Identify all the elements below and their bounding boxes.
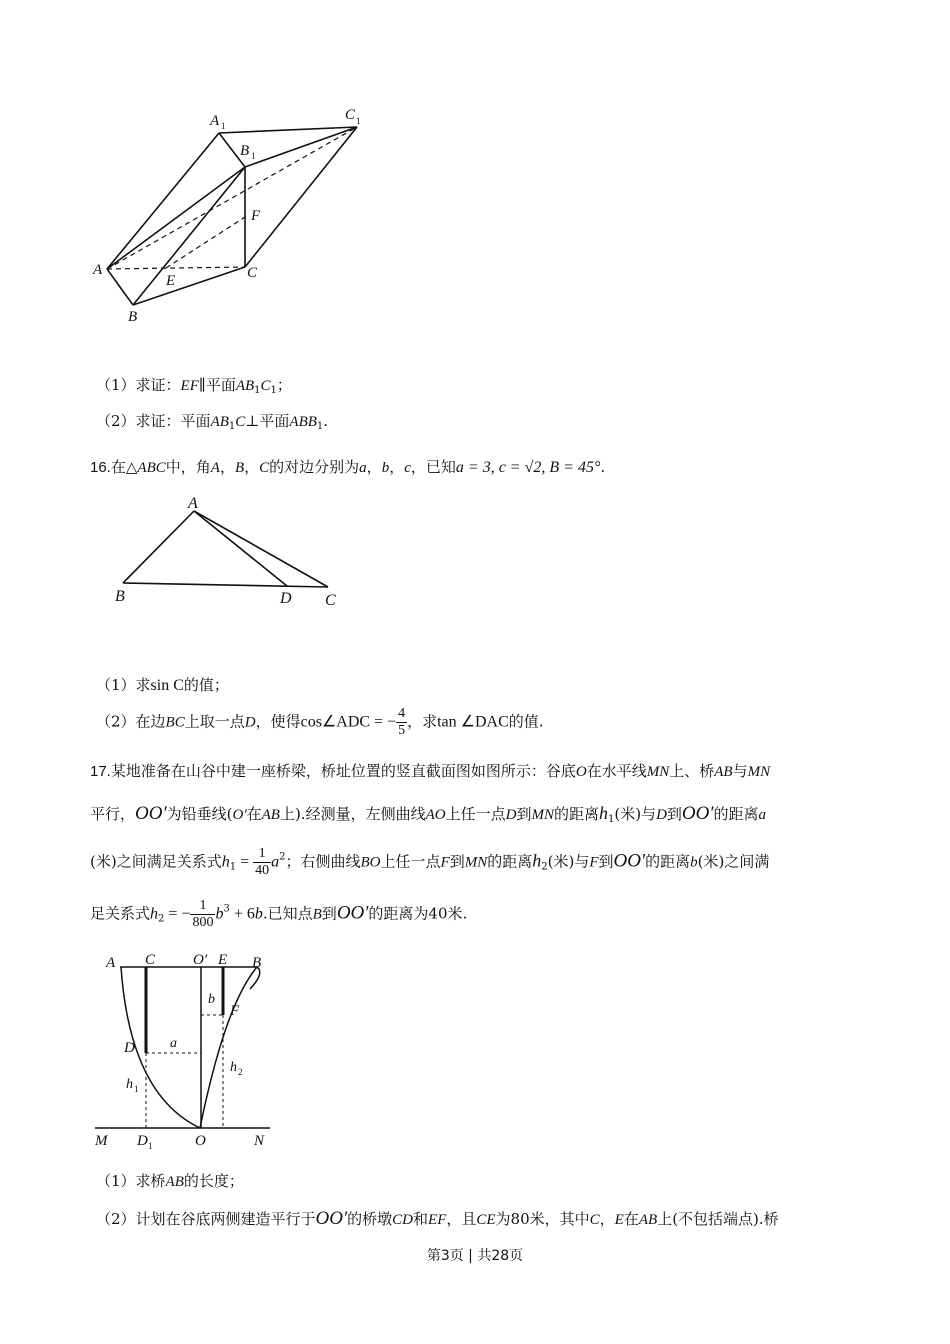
q17-part1: （1）求桥AB的长度；	[96, 1172, 244, 1190]
q17-line1: 17.某地准备在山谷中建一座桥梁，桥址位置的竖直截面图如图所示：谷底O在水平线MN上、桥AB与MN	[90, 762, 771, 780]
frac-1-800: $\frac{1}{800}$	[192, 898, 214, 930]
q16-part2: （2）在边BC上取一点D，使得cos∠ADC = − $\frac{4}{5}$ ，求tan ∠DAC的值.	[96, 706, 544, 738]
bridge-label-O: O	[195, 1133, 206, 1149]
frac-4-5: $\frac{4}{5}$	[398, 706, 406, 738]
tri-label-C: C	[325, 592, 336, 609]
bridge-label-A: A	[106, 955, 116, 971]
bridge-label-D1-sub: 1	[148, 1141, 153, 1150]
bridge-label-B: B	[252, 955, 262, 971]
label-A1-sub: 1	[221, 121, 226, 131]
tri-label-B: B	[115, 588, 125, 605]
bridge-label-h2: h	[230, 1060, 237, 1075]
q15-part2: （2）求证：平面$AB_1C\perp$平面$ABB_1$.	[96, 412, 329, 432]
label-F: F	[251, 208, 261, 224]
bridge-label-M: M	[95, 1133, 108, 1149]
bridge-label-b: b	[208, 992, 215, 1007]
label-A: A	[93, 262, 103, 278]
q17-line3: (米)之间满足关系式$h_1$ = $\frac{1}{40}$ $a^2$；右侧曲线BO上任一点F到MN的距离$h_2$(米)与F到OO′的距离b(米)之间满	[90, 846, 770, 878]
q15-part1: （1）求证：EF∥平面$AB_1C_1$；	[96, 376, 292, 396]
label-B1-sub: 1	[251, 151, 256, 161]
label-C1-sub: 1	[356, 116, 361, 126]
label-A1: A	[210, 113, 220, 129]
label-C1: C	[345, 107, 356, 123]
label-C: C	[247, 265, 258, 281]
frac-1-40: $\frac{1}{40}$	[255, 846, 270, 878]
bridge-label-E: E	[218, 952, 228, 968]
label-E: E	[166, 273, 176, 289]
bridge-label-F: F	[230, 1003, 240, 1019]
bridge-label-h1: h	[126, 1077, 133, 1092]
q16-stem: 16.在△ABC中，角A，B，C的对边分别为a，b，c，已知a = 3, c = √2, B = 45°.	[90, 458, 606, 476]
bridge-label-D: D	[124, 1040, 135, 1056]
bridge-label-h2-sub: 2	[238, 1067, 243, 1077]
bridge-label-Op: O′	[193, 952, 208, 968]
tri-label-A: A	[188, 495, 198, 512]
tri-label-D: D	[280, 590, 292, 607]
q17-line4: 足关系式$h_2$ = − $\frac{1}{800}$ $b^3 + 6b$.已知点B到OO′的距离为40米.	[90, 898, 468, 930]
triangle-figure	[105, 495, 355, 615]
q16-part1: （1）求sin C的值；	[96, 676, 229, 694]
bridge-figure	[85, 945, 285, 1150]
label-B: B	[128, 309, 138, 325]
bridge-label-C: C	[145, 952, 156, 968]
q17-line2: 平行，OO′为铅垂线(O′在AB上).经测量，左侧曲线AO上任一点D到MN的距离$h_1$(米)与D到OO′的距离a	[90, 803, 767, 825]
page-footer: 第3页 | 共28页	[426, 1248, 524, 1264]
prism-figure	[80, 95, 380, 335]
bridge-label-a: a	[170, 1036, 177, 1051]
bridge-label-N: N	[254, 1133, 265, 1149]
bridge-label-h1-sub: 1	[134, 1084, 139, 1094]
q17-part2: （2）计划在谷底两侧建造平行于OO′的桥墩CD和EF，且CE为80米，其中C，E在AB上(不包括端点).桥	[96, 1208, 779, 1229]
label-B1: B	[240, 143, 250, 159]
bridge-label-D1: D	[137, 1133, 148, 1149]
